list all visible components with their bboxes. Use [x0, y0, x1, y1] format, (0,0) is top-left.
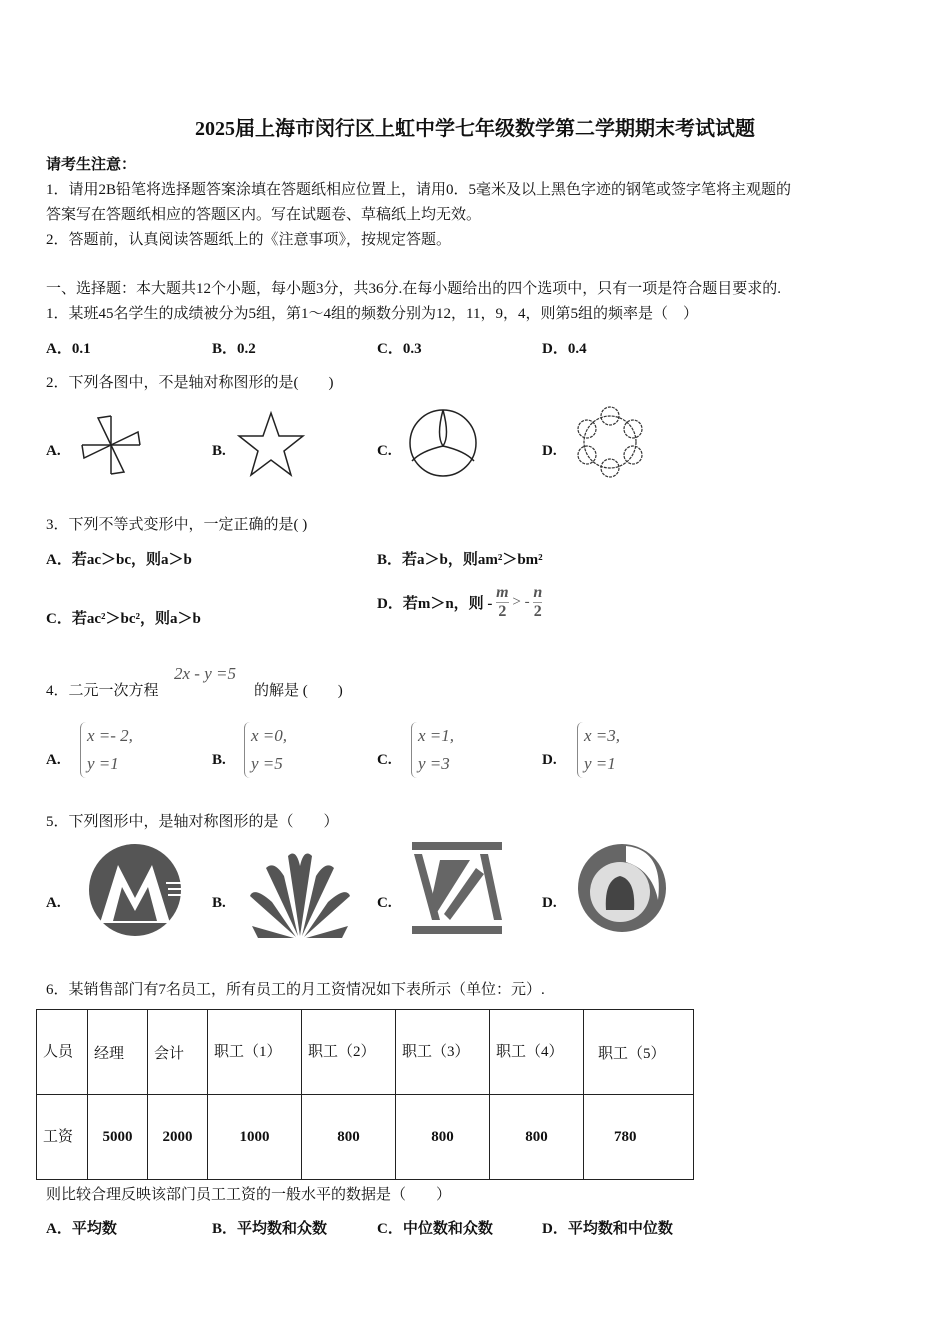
numerator: m: [496, 584, 509, 601]
table-header-cell: 职工（2）: [302, 1010, 396, 1095]
q6-option-c: C．中位数和众数: [377, 1221, 493, 1237]
table-row: [37, 1095, 694, 1180]
q3-option-a: A．若ac＞bc，则a＞b: [46, 552, 192, 568]
q4-label-b: B.: [212, 752, 226, 768]
q4-system-a: [80, 722, 133, 778]
denominator: 2: [498, 603, 507, 620]
section-heading: 一、选择题：本大题共12个小题，每小题3分，共36分.在每小题给出的四个选项中，只有一项是符合题目要求的.: [46, 281, 782, 297]
x-eq: x =0,: [251, 726, 288, 745]
notice-line: 答案写在答题纸相应的答题区内。写在试题卷、草稿纸上均无效。: [46, 207, 482, 223]
q1-option-d: D．0.4: [542, 341, 587, 357]
fraction-n-over-2: [533, 584, 542, 621]
numerator: n: [533, 584, 543, 601]
star-figure: [236, 410, 306, 478]
q6-question: 则比较合理反映该部门员工工资的一般水平的数据是（ ）: [46, 1187, 452, 1203]
q5-label-d: D.: [542, 895, 557, 911]
table-header-cell: 职工（3）: [396, 1010, 490, 1095]
q1-stem: 1．某班45名学生的成绩被分为5组，第1～4组的频数分别为12，11，9，4，则第5组的频率是（ ）: [46, 306, 698, 322]
q5-stem: 5．下列图形中，是轴对称图形的是（ ）: [46, 814, 339, 830]
q3-option-d-text: D．若m＞n，则 -: [377, 596, 493, 612]
q2-label-c: C.: [377, 443, 392, 459]
denominator: 2: [533, 603, 542, 620]
notice-heading: 请考生注意：: [46, 157, 137, 173]
q4-system-d: [577, 722, 620, 778]
table-header-cell: 职工（1）: [208, 1010, 302, 1095]
x-eq: x =3,: [584, 726, 621, 745]
q4-system-b: [244, 722, 287, 778]
y-eq: y =5: [251, 754, 283, 773]
q3-stem: 3．下列不等式变形中，一定正确的是( ): [46, 517, 308, 533]
pinwheel-figure: [78, 410, 144, 480]
q1-option-b: B．0.2: [212, 341, 256, 357]
q3-option-c: C．若ac²＞bc²，则a＞b: [46, 611, 201, 627]
table-cell: 780: [584, 1095, 694, 1180]
q2-stem: 2．下列各图中，不是轴对称图形的是( ): [46, 375, 334, 391]
comparison: > -: [512, 594, 530, 610]
qq-browser-logo-figure: [576, 840, 668, 936]
table-header-cell: 会计: [148, 1010, 208, 1095]
table-row-label: 工资: [37, 1095, 88, 1180]
q3-option-b: B．若a＞b，则am²＞bm²: [377, 552, 543, 568]
q5-label-c: C.: [377, 895, 392, 911]
salary-table: [36, 1009, 694, 1180]
table-cell: 800: [396, 1095, 490, 1180]
table-cell: 5000: [88, 1095, 148, 1180]
notice-line: 1．请用2B铅笔将选择题答案涂填在答题纸相应位置上，请用0．5毫米及以上黑色字迹的钢笔或签字笔将主观题的: [46, 182, 792, 198]
q3-option-d: [377, 584, 542, 621]
q6-option-a: A．平均数: [46, 1221, 117, 1237]
table-header-cell: 职工（4）: [490, 1010, 584, 1095]
table-header-row: [37, 1010, 694, 1095]
q4-label-a: A.: [46, 752, 61, 768]
q2-label-b: B.: [212, 443, 226, 459]
table-cell: 800: [302, 1095, 396, 1180]
q4-label-c: C.: [377, 752, 392, 768]
q4-system-c: [411, 722, 454, 778]
x-eq: x =- 2,: [87, 726, 133, 745]
q6-option-b: B．平均数和众数: [212, 1221, 328, 1237]
y-eq: y =1: [87, 754, 119, 773]
q2-label-a: A.: [46, 443, 61, 459]
page-title: 2025届上海市闵行区上虹中学七年级数学第二学期期末考试试题: [195, 118, 755, 140]
bank-logo-figure: [86, 843, 184, 937]
q6-stem: 6．某销售部门有7名员工，所有员工的月工资情况如下表所示（单位：元）.: [46, 982, 545, 998]
q4-stem-tail: 的解是 ( ): [254, 683, 343, 699]
y-eq: y =3: [418, 754, 450, 773]
flower-figure: [570, 404, 650, 480]
q5-label-b: B.: [212, 895, 226, 911]
q2-label-d: D.: [542, 443, 557, 459]
q6-option-d: D．平均数和中位数: [542, 1221, 673, 1237]
table-cell: 800: [490, 1095, 584, 1180]
notice-line: 2．答题前，认真阅读答题纸上的《注意事项》，按规定答题。: [46, 232, 452, 248]
q5-label-a: A.: [46, 895, 61, 911]
huawei-logo-figure: [248, 846, 352, 938]
fraction-m-over-2: [496, 584, 508, 621]
table-header-cell: 经理: [88, 1010, 148, 1095]
q4-equation: 2x - y =5: [174, 664, 236, 683]
table-cell: 2000: [148, 1095, 208, 1180]
q4-stem: 4．二元一次方程: [46, 683, 159, 699]
q1-option-a: A．0.1: [46, 341, 91, 357]
zigzag-logo-figure: [410, 840, 504, 936]
x-eq: x =1,: [418, 726, 455, 745]
q4-label-d: D.: [542, 752, 557, 768]
q1-option-c: C．0.3: [377, 341, 422, 357]
circle-three-arcs-figure: [406, 406, 480, 480]
table-header-cell: 职工（5）: [584, 1010, 694, 1095]
table-header-cell: 人员: [37, 1010, 88, 1095]
y-eq: y =1: [584, 754, 616, 773]
table-cell: 1000: [208, 1095, 302, 1180]
